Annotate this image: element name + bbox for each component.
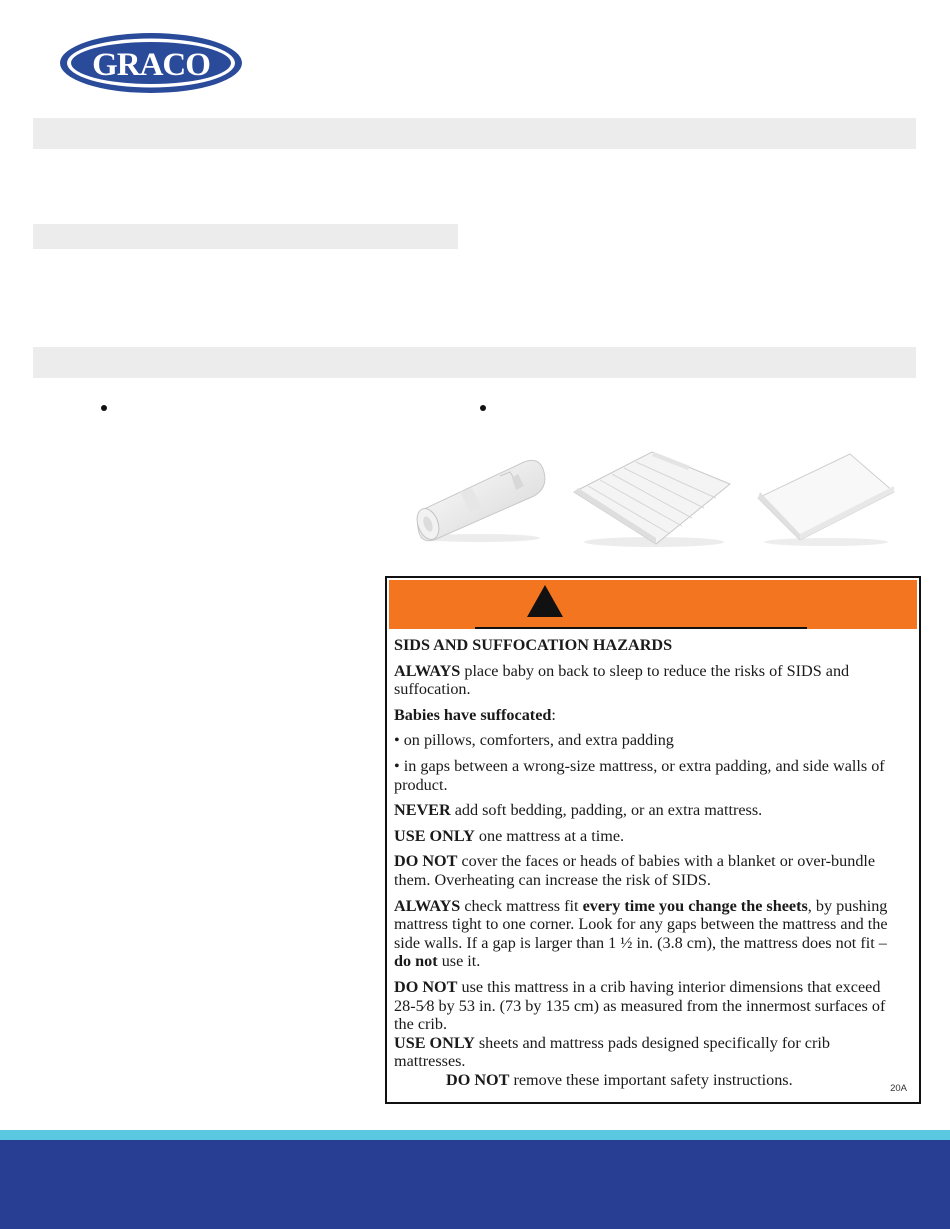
- warning-paragraph: USE ONLY one mattress at a time.: [394, 826, 625, 845]
- section-header-band: [33, 347, 916, 378]
- section-header-band: [33, 118, 916, 149]
- warning-list-item: • in gaps between a wrong-size mattress, or extra padding, and side walls of product.: [394, 756, 885, 794]
- warning-paragraph: ALWAYS place baby on back to sleep to reduce the risks of SIDS and suffocation.: [394, 661, 850, 699]
- warning-header: [389, 580, 917, 629]
- warning-paragraph: USE ONLY sheets and mattress pads designed specifically for crib mattresses.: [394, 1033, 830, 1071]
- warning-paragraph: DO NOT use this mattress in a crib having interior dimensions that exceed 28-5⁄8 by 53 in. (73 by 135 cm) as measured from the innermost surfaces of the crib.: [394, 977, 886, 1034]
- warning-title: SIDS AND SUFFOCATION HAZARDS: [394, 636, 673, 654]
- logo-text: GRACO: [92, 47, 210, 83]
- warning-paragraph: DO NOT remove these important safety instructions.: [446, 1070, 793, 1089]
- warning-paragraph: NEVER add soft bedding, padding, or an extra mattress.: [394, 801, 763, 820]
- warning-paragraph: Babies have suffocated:: [394, 705, 556, 724]
- rolled-mattress-image: [412, 452, 548, 544]
- list-bullet: [101, 405, 107, 411]
- warning-triangle-icon: [526, 584, 564, 618]
- warning-box: [385, 576, 921, 1104]
- warning-paragraph: ALWAYS check mattress fit every time you change the sheets, by pushing mattress tight to one corner. Look for any gaps between the mattress and the side walls. If a gap is larger than 1 ½ in. (3.8 cm), the mattress does not fit – do not use it.: [394, 896, 888, 971]
- list-bullet: [480, 405, 486, 411]
- footer-band: [0, 1140, 950, 1229]
- warning-paragraph: DO NOT cover the faces or heads of babies with a blanket or over-bundle them. Overheating can increase the risk of SIDS.: [394, 852, 876, 889]
- warning-body: [394, 636, 901, 1096]
- warning-title-underline: [475, 627, 807, 629]
- footer-stripe: [0, 1130, 950, 1140]
- graco-logo: [58, 31, 244, 95]
- subsection-header-band: [33, 224, 458, 249]
- warning-list-item: • on pillows, comforters, and extra padding: [394, 731, 674, 750]
- folded-mattress-image: [570, 446, 732, 548]
- flat-mattress-image: [754, 450, 898, 546]
- warning-code: 20A: [890, 1083, 907, 1094]
